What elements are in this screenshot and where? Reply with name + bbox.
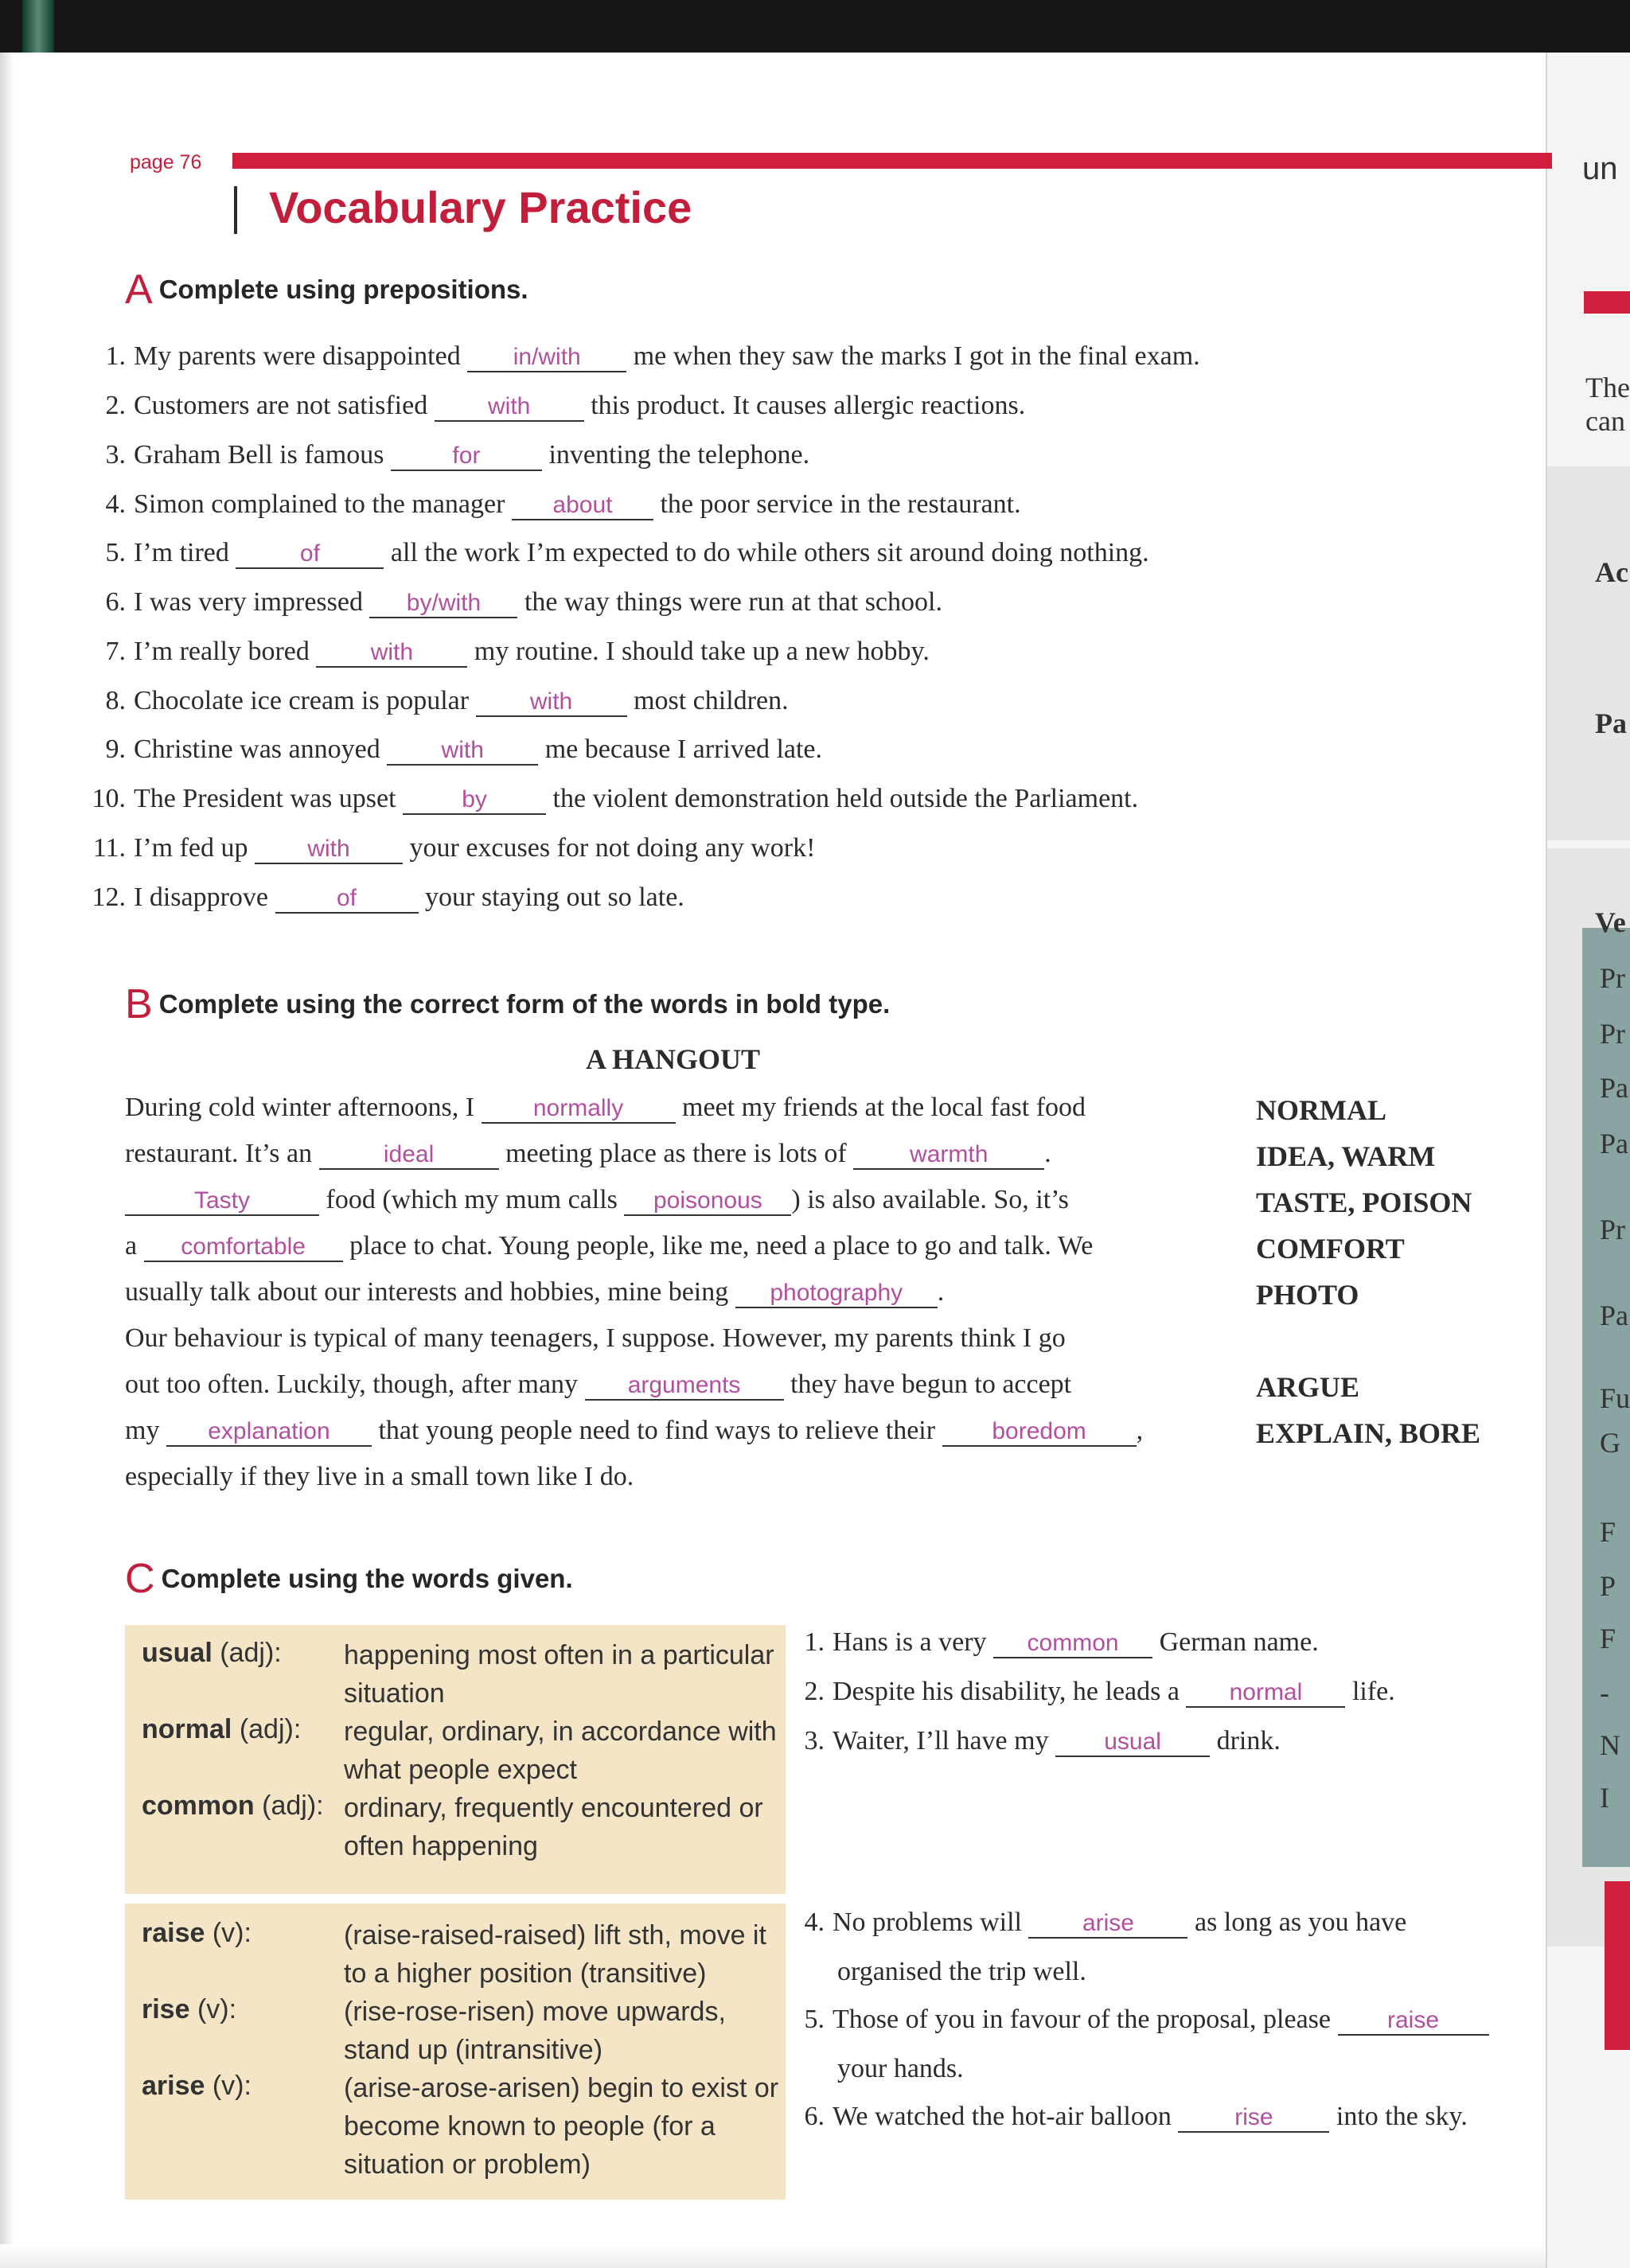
next-page-red-tab — [1605, 1881, 1630, 2050]
exercise-a-item — [80, 439, 809, 471]
item-number: 1. — [105, 341, 126, 371]
sentence-text: me when they saw the marks I got in the final exam. — [633, 341, 1200, 371]
definition-term — [142, 1714, 301, 1745]
scanner-top-edge — [0, 0, 1630, 53]
term-pos: (v): — [197, 1994, 237, 2024]
section-letter: B — [125, 981, 153, 1027]
answer-text: ideal — [383, 1141, 435, 1167]
next-page-red-marker — [1584, 291, 1630, 314]
sentence-text: Customers are not satisfied — [134, 391, 428, 420]
answer-blank[interactable] — [435, 392, 584, 422]
answer-blank[interactable] — [482, 1094, 676, 1124]
answer-blank[interactable] — [316, 638, 467, 668]
item-number: 1. — [804, 1627, 825, 1657]
answer-blank[interactable] — [624, 1187, 791, 1216]
sentence-text: German name. — [1159, 1627, 1319, 1657]
exercise-a-item — [80, 832, 815, 864]
item-number: 7. — [105, 637, 126, 666]
answer-blank[interactable] — [275, 884, 419, 914]
section-instruction: Complete using the correct form of the words in bold type. — [158, 989, 891, 1019]
answer-text: normal — [1229, 1679, 1303, 1705]
page-number: page 76 — [130, 151, 202, 173]
story-text: Our behaviour is typical of many teenagers, I suppose. However, my parents think I go — [125, 1323, 1066, 1353]
story-line — [125, 1323, 1066, 1354]
answer-text: of — [299, 540, 320, 567]
answer-text: poisonous — [653, 1187, 762, 1214]
section-a-heading — [125, 266, 528, 314]
next-page-label: Pa — [1595, 707, 1627, 739]
sentence-text: your staying out so late. — [425, 883, 684, 912]
answer-text: raise — [1386, 2007, 1440, 2033]
term-word: arise — [142, 2071, 205, 2101]
answer-text: with — [441, 737, 484, 763]
definition-term — [142, 1791, 324, 1822]
next-page-label: I — [1600, 1782, 1609, 1814]
bold-word-cue: NORMAL — [1256, 1094, 1386, 1126]
story-line — [125, 1230, 1093, 1262]
answer-blank[interactable] — [1186, 1678, 1345, 1708]
definition-text: regular, ordinary, in accordance with what people expect — [344, 1717, 777, 1785]
definition-term — [142, 1994, 236, 2025]
term-word: raise — [142, 1918, 205, 1948]
answer-blank[interactable] — [369, 589, 517, 618]
next-page-label: Pr — [1600, 1018, 1626, 1050]
sentence-text: Waiter, I’ll have my — [833, 1726, 1049, 1756]
answer-blank[interactable] — [319, 1140, 499, 1170]
sentence-text: your hands. — [837, 2054, 964, 2083]
sentence-text: drink. — [1216, 1726, 1281, 1756]
exercise-c-item — [796, 1627, 1319, 1658]
definition-text: happening most often in a particular situation — [344, 1640, 774, 1709]
exercise-c-item-continuation — [837, 2053, 964, 2085]
answer-text: with — [529, 688, 573, 715]
answer-text: arguments — [627, 1372, 741, 1398]
item-number: 2. — [804, 1677, 825, 1706]
sentence-text: I’m tired — [134, 538, 229, 567]
exercise-a-item — [80, 390, 1025, 422]
definition-text: (rise-rose-risen) move upwards, stand up (intransitive) — [344, 1997, 726, 2065]
sentence-text: Chocolate ice cream is popular — [134, 686, 470, 715]
answer-blank[interactable] — [144, 1233, 343, 1262]
definition-text: (raise-raised-raised) lift sth, move it to a higher position (transitive) — [344, 1920, 766, 1989]
definition-term — [142, 1638, 282, 1669]
answer-blank[interactable] — [1178, 2103, 1329, 2133]
answer-text: in/with — [513, 344, 581, 370]
answer-blank[interactable] — [853, 1140, 1044, 1170]
sentence-text: The President was upset — [134, 784, 396, 813]
story-text: restaurant. It’s an — [125, 1139, 313, 1168]
bold-word-cue: COMFORT — [1256, 1233, 1405, 1265]
definition-term — [142, 1918, 252, 1949]
exercise-c-item — [796, 1725, 1281, 1757]
term-word: common — [142, 1791, 255, 1821]
story-text: especially if they live in a small town like I do. — [125, 1462, 634, 1491]
answer-blank[interactable] — [166, 1417, 372, 1447]
term-pos: (adj): — [262, 1791, 324, 1821]
story-text: meet my friends at the local fast food — [682, 1093, 1086, 1122]
next-page-label: F — [1600, 1623, 1616, 1654]
next-page-title-fragment: un — [1582, 151, 1618, 186]
sentence-text: I’m really bored — [134, 637, 310, 666]
answer-blank[interactable] — [1055, 1728, 1210, 1757]
next-page-label: Pr — [1600, 1214, 1626, 1245]
section-b-heading — [125, 980, 890, 1028]
story-text: food (which my mum calls — [326, 1185, 618, 1214]
answer-text: with — [488, 393, 531, 419]
item-number: 9. — [105, 735, 126, 764]
answer-text: warmth — [910, 1141, 989, 1167]
story-line — [125, 1276, 944, 1308]
next-page-label: Pa — [1600, 1072, 1628, 1104]
sentence-text: my routine. I should take up a new hobby. — [474, 637, 930, 666]
sentence-text: this product. It causes allergic reactions. — [591, 391, 1026, 420]
next-page-label: F — [1600, 1516, 1616, 1548]
sentence-text: Graham Bell is famous — [134, 440, 384, 470]
sentence-text: Christine was annoyed — [134, 735, 380, 764]
answer-blank[interactable] — [255, 835, 403, 864]
sentence-text: I’m fed up — [134, 833, 248, 863]
story-text: that young people need to find ways to relieve their — [378, 1416, 936, 1445]
exercise-c-item — [796, 2101, 1468, 2133]
story-text: out too often. Luckily, though, after many — [125, 1370, 579, 1399]
answer-text: by/with — [406, 590, 482, 616]
bold-word-cue: TASTE, POISON — [1256, 1187, 1472, 1218]
next-page-label: Pr — [1600, 962, 1626, 994]
story-text: usually talk about our interests and hobbies, mine being — [125, 1277, 729, 1307]
answer-blank[interactable] — [993, 1629, 1152, 1658]
sentence-text: life. — [1351, 1677, 1395, 1706]
sentence-text: your excuses for not doing any work! — [409, 833, 816, 863]
answer-text: for — [452, 442, 481, 469]
term-pos: (adj): — [220, 1638, 282, 1668]
next-page-text-line: The — [1585, 372, 1630, 403]
exercise-a-item — [80, 489, 1021, 520]
story-text: place to chat. Young people, like me, need a place to go and talk. We — [349, 1231, 1094, 1261]
exercise-c-item — [796, 1676, 1395, 1708]
story-text: . — [937, 1277, 945, 1307]
story-line — [125, 1415, 1143, 1447]
answer-blank[interactable] — [403, 785, 546, 815]
sentence-text: the poor service in the restaurant. — [660, 489, 1021, 519]
exercise-c-item-continuation — [837, 1956, 1086, 1988]
answer-blank[interactable] — [512, 491, 653, 520]
answer-text: common — [1027, 1630, 1119, 1656]
scan-bottom-shade — [0, 2244, 1630, 2268]
answer-text: comfortable — [181, 1233, 306, 1260]
sentence-text: Hans is a very — [833, 1627, 987, 1657]
term-word: normal — [142, 1714, 232, 1744]
item-number: 8. — [105, 686, 126, 715]
next-page-label: Fu — [1600, 1382, 1630, 1414]
definition-text: ordinary, frequently encountered or often happening — [344, 1793, 763, 1861]
exercise-a-item — [80, 685, 789, 717]
answer-blank[interactable] — [125, 1187, 319, 1216]
book-spine-edge — [22, 0, 54, 53]
answer-text: Tasty — [193, 1187, 251, 1214]
answer-blank[interactable] — [1338, 2006, 1489, 2036]
sentence-text: me because I arrived late. — [544, 735, 823, 764]
next-page-label: Ac — [1595, 556, 1628, 588]
next-page-strip — [1546, 53, 1630, 2268]
story-line — [125, 1138, 1051, 1170]
sentence-text: I was very impressed — [134, 587, 363, 617]
answer-text: usual — [1104, 1728, 1161, 1755]
answer-blank[interactable] — [476, 688, 627, 717]
term-word: usual — [142, 1638, 213, 1668]
sentence-text: No problems will — [833, 1908, 1022, 1937]
story-text: ) is also available. So, it’s — [791, 1185, 1069, 1214]
term-pos: (v): — [212, 2071, 252, 2101]
item-number: 12. — [92, 883, 126, 912]
answer-text: by — [462, 786, 487, 813]
answer-text: with — [370, 639, 414, 665]
answer-blank[interactable] — [391, 442, 542, 471]
item-number: 4. — [804, 1908, 825, 1937]
answer-text: with — [307, 836, 350, 862]
item-number: 10. — [92, 784, 126, 813]
story-text: . — [1044, 1139, 1051, 1168]
answer-blank[interactable] — [1028, 1909, 1187, 1939]
story-line — [125, 1369, 1071, 1401]
answer-text: about — [552, 492, 613, 518]
story-text: my — [125, 1416, 160, 1445]
sentence-text: Those of you in favour of the proposal, please — [833, 2005, 1331, 2034]
bold-word-cue: EXPLAIN, BORE — [1256, 1417, 1481, 1449]
section-instruction: Complete using the words given. — [161, 1564, 573, 1593]
section-letter: A — [125, 267, 153, 313]
answer-text: photography — [770, 1280, 903, 1306]
answer-blank[interactable] — [236, 540, 384, 569]
answer-text: of — [337, 885, 357, 911]
exercise-a-item — [80, 783, 1138, 815]
next-page-label: Pa — [1600, 1128, 1628, 1159]
term-word: rise — [142, 1994, 190, 2024]
item-number: 6. — [105, 587, 126, 617]
bold-word-cue: IDEA, WARM — [1256, 1140, 1436, 1172]
section-c-heading — [125, 1555, 573, 1603]
answer-text: boredom — [992, 1418, 1086, 1444]
page-title: Vocabulary Practice — [269, 182, 692, 232]
sentence-text: the way things were run at that school. — [524, 587, 942, 617]
section-instruction: Complete using prepositions. — [158, 275, 528, 304]
story-line — [125, 1092, 1086, 1124]
exercise-a-item — [80, 882, 684, 914]
answer-text: rise — [1234, 2104, 1273, 2130]
exercise-c-item — [796, 1907, 1406, 1939]
answer-blank[interactable] — [585, 1371, 784, 1401]
answer-blank[interactable] — [387, 736, 538, 766]
exercise-a-item — [80, 734, 822, 766]
sentence-text: Simon complained to the manager — [134, 489, 505, 519]
story-text: meeting place as there is lots of — [505, 1139, 847, 1168]
answer-text: explanation — [208, 1418, 330, 1444]
item-number: 3. — [804, 1726, 825, 1756]
next-page-label: N — [1600, 1729, 1620, 1761]
sentence-text: We watched the hot-air balloon — [833, 2102, 1172, 2131]
scan-left-shadow — [0, 53, 14, 2268]
story-line — [125, 1461, 634, 1493]
exercise-a-item — [80, 341, 1200, 372]
sentence-text: I disapprove — [134, 883, 269, 912]
sentence-text: all the work I’m expected to do while others sit around doing nothing. — [390, 538, 1149, 567]
exercise-a-item — [80, 636, 930, 668]
item-number: 2. — [105, 391, 126, 420]
next-page-label: P — [1600, 1570, 1616, 1602]
item-number: 5. — [105, 538, 126, 567]
item-number: 4. — [105, 489, 126, 519]
next-page-text-line: can — [1585, 405, 1625, 437]
term-pos: (v): — [212, 1918, 252, 1948]
story-title: A HANGOUT — [586, 1043, 761, 1075]
story-text: they have begun to accept — [790, 1370, 1072, 1399]
title-bar-mark — [234, 186, 237, 234]
term-pos: (adj): — [239, 1714, 302, 1744]
sentence-text: inventing the telephone. — [548, 440, 810, 470]
next-page-label: G — [1600, 1427, 1620, 1459]
next-page-table-header — [1547, 466, 1630, 840]
sentence-text: into the sky. — [1336, 2102, 1468, 2131]
bold-word-cue: PHOTO — [1256, 1279, 1359, 1311]
next-page-label: - — [1600, 1677, 1609, 1709]
answer-text: normally — [532, 1095, 624, 1121]
header-rule — [232, 153, 1552, 169]
item-number: 3. — [105, 440, 126, 470]
exercise-a-item — [80, 537, 1149, 569]
sentence-text: Despite his disability, he leads a — [833, 1677, 1180, 1706]
answer-blank[interactable] — [942, 1417, 1137, 1447]
exercise-c-item — [796, 2004, 1489, 2036]
story-text: , — [1136, 1416, 1144, 1445]
item-number: 5. — [804, 2005, 825, 2034]
sentence-text: My parents were disappointed — [134, 341, 461, 371]
sentence-text: the violent demonstration held outside the Parliament. — [552, 784, 1139, 813]
story-text: During cold winter afternoons, I — [125, 1093, 475, 1122]
exercise-a-item — [80, 586, 942, 618]
story-line — [125, 1184, 1069, 1216]
story-text: a — [125, 1231, 138, 1261]
answer-text: arise — [1082, 1910, 1134, 1936]
answer-blank[interactable] — [735, 1279, 938, 1308]
item-number: 11. — [92, 833, 126, 863]
definition-text: (arise-arose-arisen) begin to exist or become known to people (for a situation or problem) — [344, 2073, 779, 2180]
next-page-label: Pa — [1600, 1300, 1628, 1331]
section-letter: C — [125, 1556, 155, 1602]
sentence-text: organised the trip well. — [837, 1957, 1086, 1986]
item-number: 6. — [804, 2102, 825, 2131]
sentence-text: as long as you have — [1194, 1908, 1407, 1937]
definition-term — [142, 2071, 252, 2102]
bold-word-cue: ARGUE — [1256, 1371, 1360, 1403]
sentence-text: most children. — [634, 686, 789, 715]
answer-blank[interactable] — [467, 343, 626, 372]
next-page-label: Ve — [1595, 906, 1626, 938]
